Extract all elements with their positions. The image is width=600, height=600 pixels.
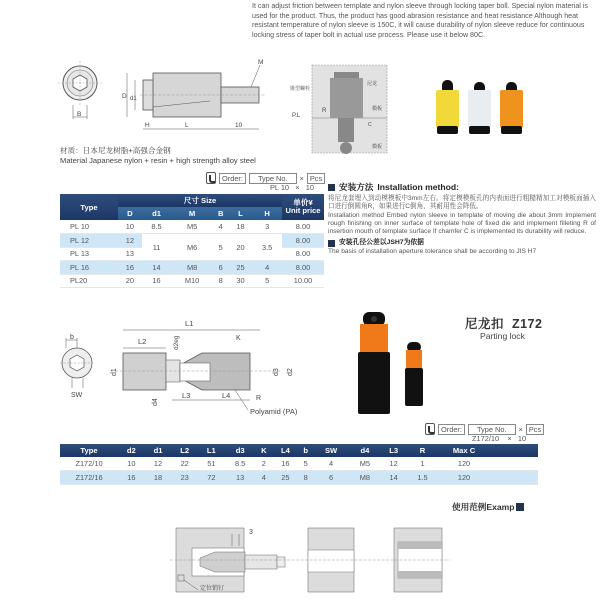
square-bullet-icon: [516, 503, 524, 511]
svg-text:d4: d4: [152, 398, 159, 406]
col-K: K: [256, 444, 272, 457]
svg-text:3: 3: [249, 529, 253, 536]
order-label: Order:: [438, 424, 465, 435]
svg-text:尼龙: 尼龙: [367, 81, 378, 87]
parting-lock-dimension-drawing: [60, 310, 340, 420]
mold-section-drawing: [290, 60, 410, 155]
svg-text:L3: L3: [182, 391, 191, 400]
col-SW: SW: [313, 444, 350, 457]
svg-text:H: H: [145, 122, 150, 129]
product-title: 尼龙扣 Z172: [465, 317, 543, 331]
installation-body-en: Installation method Embed nylon sleeve in template of moving die about 3mm Implement rough finishing on inner surface of template hole of fixed die and implement filleting R of insertion mouth of template surface If chamfer C is implemented its durability will reduce.: [328, 211, 596, 236]
order-example-qty: 10: [305, 183, 314, 192]
pcs-label: Pcs: [307, 173, 325, 184]
svg-text:b: b: [70, 334, 74, 341]
col-L4: L4: [272, 444, 299, 457]
installation-body-cn: 将尼龙套埋入到动模模板中3mm左右。将定模模板孔的内表面进行粗糙精加工对模板面插入口进行倒圆角R，如果进行C倒角，其耐用性会降低。: [328, 195, 596, 211]
table-row: PL20 20 16 M10 8 30 5 10.00: [60, 274, 324, 288]
col-b: b: [299, 444, 313, 457]
tolerance-body: The basis of installation aperture tolerance shall be according to JIS H7: [328, 248, 537, 256]
col-d3: d3: [225, 444, 256, 457]
col-d1: d1: [142, 207, 172, 220]
order-example-type: PL 10: [270, 183, 290, 192]
svg-text:模板: 模板: [372, 144, 383, 150]
type-no-label: Type No.: [249, 173, 297, 184]
svg-text:R: R: [256, 395, 262, 402]
parting-lock-spec-table: [60, 444, 538, 485]
svg-text:R: R: [322, 108, 327, 114]
product-subtitle: Parting lock: [480, 331, 525, 341]
svg-text:d2: d2: [287, 368, 294, 376]
order-example-type: Z172/10: [472, 434, 500, 443]
svg-text:L2: L2: [138, 337, 147, 346]
sleeve-spec-table: [60, 194, 324, 288]
svg-text:定位销钉: 定位销钉: [200, 585, 225, 592]
order-label: Order:: [219, 173, 246, 184]
svg-text:L4: L4: [222, 391, 231, 400]
col-R: R: [407, 444, 438, 457]
times-sign: ×: [507, 434, 512, 443]
svg-text:M: M: [258, 59, 264, 66]
table-row: PL 10 10 8.5 M5 4 18 3 8.00: [60, 220, 324, 234]
table-row: Z172/10 10 12 22 51 8.5 2 16 5 4 M5 12 1 120: [60, 457, 538, 471]
svg-text:10: 10: [235, 122, 243, 129]
material-cn: 材质：日本尼龙树脂+高强合金钢: [60, 146, 171, 155]
col-L2: L2: [171, 444, 198, 457]
col-d4: d4: [349, 444, 380, 457]
table-row: Z172/16 16 18 23 72 13 4 25 8 6 M8 14 1.5 120: [60, 471, 538, 485]
phone-icon: [206, 172, 216, 184]
svg-text:SW: SW: [71, 392, 83, 399]
colored-sleeves-icon: [430, 80, 530, 140]
col-H: H: [252, 207, 282, 220]
col-L1: L1: [198, 444, 225, 457]
col-max-c: Max C: [438, 444, 490, 457]
svg-text:d2eg: d2eg: [173, 335, 180, 350]
square-bullet-icon: [328, 184, 335, 191]
svg-text:锥型螺栓: 锥型螺栓: [290, 86, 311, 92]
times-sign: ×: [518, 424, 523, 434]
col-M: M: [171, 207, 212, 220]
order-example-2: [472, 434, 526, 443]
order-example-1: [270, 183, 314, 192]
phone-icon: [425, 423, 435, 435]
tolerance-heading: 安装孔径公差以JSH7为依据: [328, 239, 596, 247]
svg-text:d3: d3: [273, 368, 280, 376]
svg-text:P.L: P.L: [292, 113, 301, 119]
header-type: Type: [60, 194, 118, 220]
svg-text:L1: L1: [185, 319, 194, 328]
table-row: PL 13 13 8.00: [60, 247, 324, 261]
parting-lock-photo: [355, 312, 435, 420]
parting-lock-icon: [355, 312, 435, 420]
svg-text:d1: d1: [111, 368, 118, 376]
header-size: 尺寸 Size: [118, 194, 282, 207]
svg-text:L: L: [185, 122, 189, 129]
svg-text:模板: 模板: [372, 106, 383, 112]
svg-text:K: K: [236, 335, 241, 342]
table-row: PL 12 12 11 M6 5 20 3.5 8.00: [60, 234, 324, 248]
svg-text:B: B: [77, 111, 82, 118]
col-B: B: [213, 207, 229, 220]
material-description: [60, 146, 256, 166]
order-example-qty: 10: [517, 434, 527, 443]
square-bullet-icon: [328, 240, 335, 247]
table-row: PL 16 16 14 M8 6 25 4 8.00: [60, 261, 324, 275]
svg-text:d1: d1: [130, 96, 137, 102]
header-price: 单价¥ Unit price: [282, 194, 324, 220]
installation-heading: 安装方法 Installation method:: [328, 183, 596, 191]
sleeve-dimension-drawing: [55, 55, 280, 135]
col-type: Type: [60, 444, 118, 457]
sleeve-photo: [430, 80, 530, 140]
usage-example-drawing: [170, 520, 470, 600]
intro-paragraph: It can adjust friction between template and nylon sleeve through locking taper boll. Special nylon material is used for the product. Thus, the product has good abrasion resistance and heat resistance Although heat resistant temperature of nylon sleeve is 150C, it will cause durability of nylon sleeve reduce for continuous locking stress of taper bolt in actual use process. Please use it below 80C.: [252, 2, 588, 39]
installation-section: [328, 183, 596, 257]
material-en: Material Japanese nylon + resin + high strength alloy steel: [60, 156, 256, 165]
example-title: 使用范例Examp: [452, 501, 524, 513]
col-blank: [490, 444, 538, 457]
svg-text:C: C: [368, 122, 372, 128]
col-D: D: [118, 207, 142, 220]
col-d1: d1: [145, 444, 172, 457]
type-no-label: Type No.: [468, 424, 516, 435]
svg-text:Polyamid (PA): Polyamid (PA): [250, 407, 298, 416]
col-L: L: [229, 207, 253, 220]
times-sign: ×: [299, 173, 304, 183]
times-sign: ×: [295, 183, 300, 192]
col-d2: d2: [118, 444, 145, 457]
pcs-label: Pcs: [526, 424, 544, 435]
col-L3: L3: [380, 444, 407, 457]
svg-text:D: D: [122, 93, 127, 100]
